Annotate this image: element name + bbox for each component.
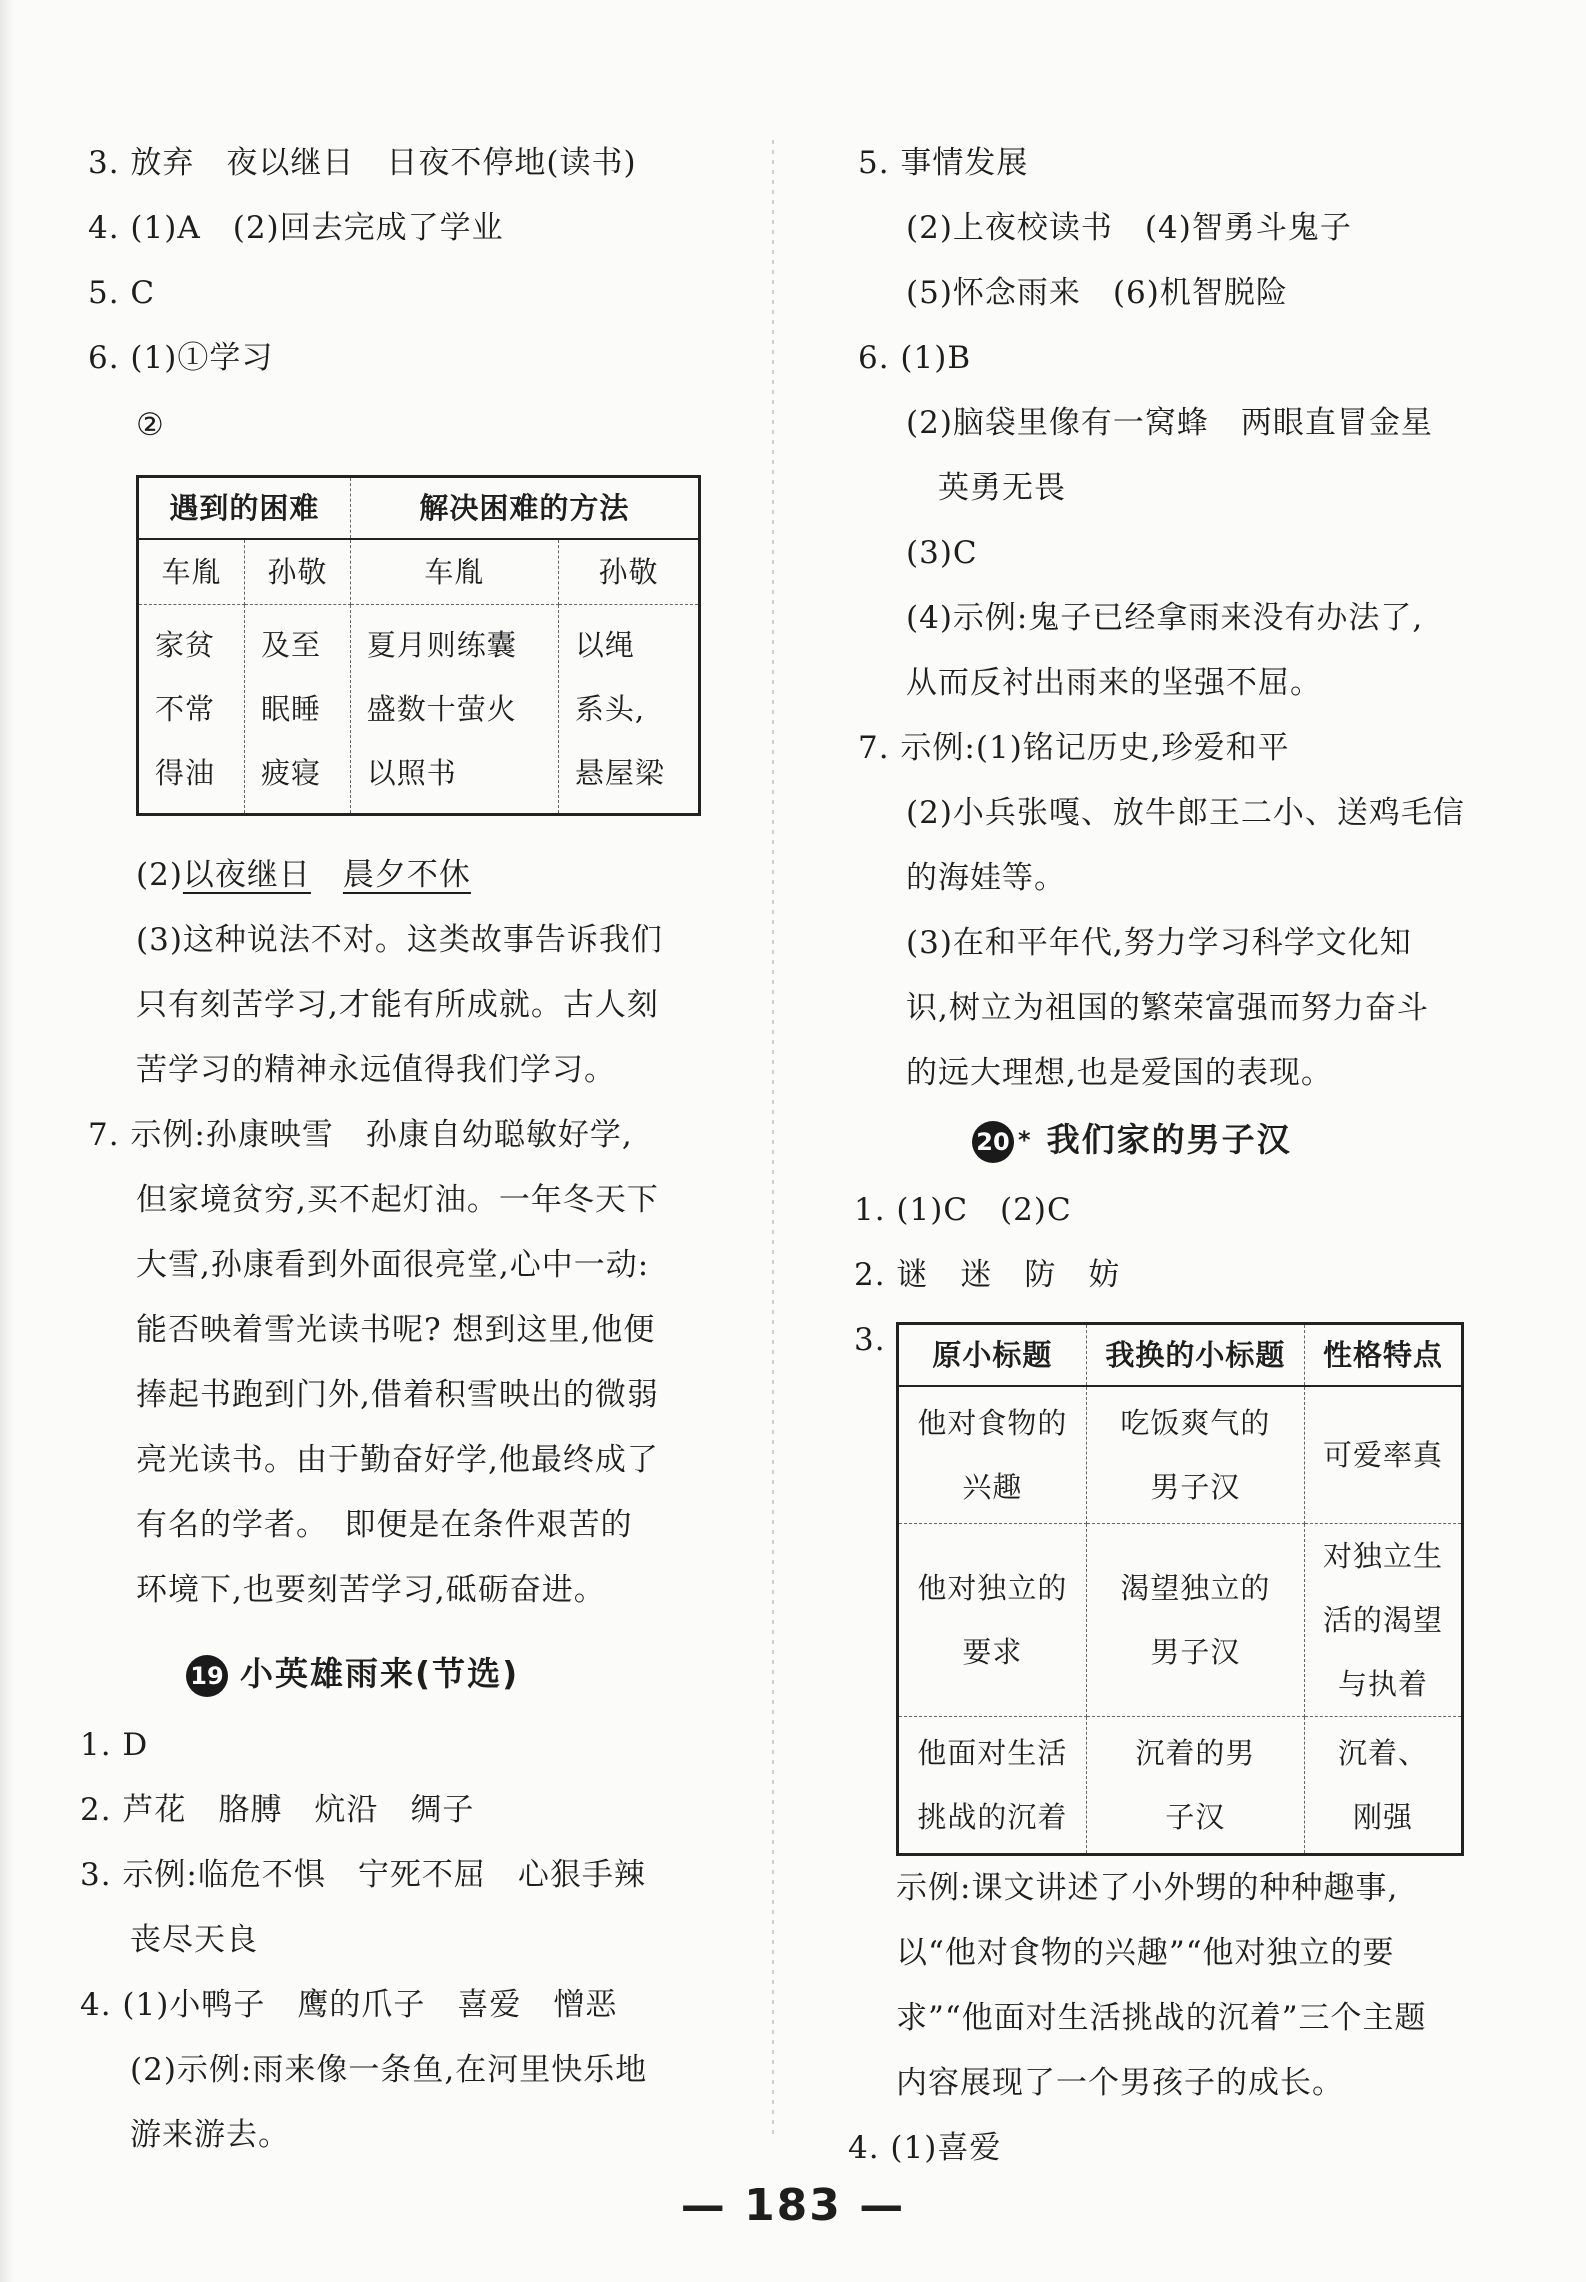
table-cell: 沉着、 刚强: [1305, 1717, 1463, 1855]
answer-line: 2. 芦花 胳膊 炕沿 绸子: [80, 1792, 475, 1828]
answer-line: (2)小兵张嘎、放牛郎王二小、送鸡毛信: [906, 795, 1465, 831]
answer-line: 的海娃等。: [906, 860, 1066, 896]
answer-line: 能否映着雪光读书呢? 想到这里,他便: [136, 1312, 656, 1348]
answer-line: 3. 示例:临危不惧 宁死不屈 心狠手辣: [80, 1857, 646, 1893]
answer-line: 2. 谜 迷 防 妨: [854, 1257, 1121, 1293]
table-cell: 沉着的男 子汉: [1086, 1717, 1304, 1855]
table-subheader: 车胤: [350, 539, 558, 605]
table-cell: 吃饭爽气的 男子汉: [1086, 1386, 1304, 1524]
answer-line: 6. (1)B: [858, 340, 972, 376]
table-header: 我换的小标题: [1086, 1324, 1304, 1387]
table-cell: 他对食物的 兴趣: [898, 1386, 1087, 1524]
answer-line: (3)在和平年代,努力学习科学文化知: [906, 925, 1412, 961]
page-number: — 183 —: [680, 2180, 906, 2231]
table-subheader: 孙敬: [244, 539, 350, 605]
answer-line: (3)C: [906, 535, 978, 571]
lesson-number-badge: 19: [186, 1655, 228, 1697]
table-cell: 渴望独立的 男子汉: [1086, 1524, 1304, 1717]
section-heading-19: [186, 1652, 519, 1697]
table-cell: 家贫 不常 得油: [138, 605, 245, 815]
lesson-number-badge: 20: [972, 1121, 1014, 1163]
answer-line: (2)脑袋里像有一窝蜂 两眼直冒金星: [906, 405, 1433, 441]
answer-line: 捧起书跑到门外,借着积雪映出的微弱: [136, 1377, 659, 1413]
answer-prefix: (2): [136, 857, 183, 893]
answer-line: 以“他对食物的兴趣”“他对独立的要: [896, 1935, 1395, 1971]
answer-line: 4. (1)A (2)回去完成了学业: [88, 210, 504, 246]
table-subheader: 车胤: [138, 539, 245, 605]
answer-line: 3. 放弃 夜以继日 日夜不停地(读书): [88, 145, 637, 181]
answer-line: 丧尽天良: [130, 1922, 258, 1958]
difficulty-table: [136, 475, 701, 816]
underlined-answer: 晨夕不休: [342, 857, 471, 893]
table-cell: 可爱率真: [1305, 1386, 1463, 1524]
table-cell: 对独立生 活的渴望 与执着: [1305, 1524, 1463, 1717]
answer-line: 环境下,也要刻苦学习,砥砺奋进。: [136, 1572, 606, 1608]
answer-line: (4)示例:鬼子已经拿雨来没有办法了,: [906, 600, 1424, 636]
underlined-answer: 以夜继日: [182, 857, 311, 893]
answer-line: 内容展现了一个男孩子的成长。: [896, 2065, 1344, 2101]
answer-line: 示例:课文讲述了小外甥的种种趣事,: [896, 1870, 1399, 1906]
answer-line: (5)怀念雨来 (6)机智脱险: [906, 275, 1288, 311]
answer-line: 英勇无畏: [938, 470, 1066, 506]
answer-line: 3.: [854, 1322, 886, 1358]
answer-line: 1. (1)C (2)C: [854, 1192, 1072, 1228]
table-cell: 及至 眠睡 疲寝: [244, 605, 350, 815]
table-cell: 他面对生活 挑战的沉着: [898, 1717, 1087, 1855]
answer-line: 7. 示例:(1)铭记历史,珍爱和平: [858, 730, 1290, 766]
answer-line: 1. D: [80, 1727, 149, 1763]
character-table: [896, 1322, 1464, 1856]
answer-line: 从而反衬出雨来的坚强不屈。: [906, 665, 1322, 701]
answer-line: 识,树立为祖国的繁荣富强而努力奋斗: [906, 990, 1429, 1026]
section-heading-20: [972, 1118, 1292, 1163]
answer-line: 亮光读书。由于勤奋好学,他最终成了: [136, 1442, 659, 1478]
answer-line: 游来游去。: [130, 2117, 290, 2153]
answer-line: 苦学习的精神永远值得我们学习。: [136, 1052, 616, 1088]
page-edge-shadow: [0, 0, 14, 2282]
lesson-title: 我们家的男子汉: [1046, 1120, 1292, 1159]
answer-line: 大雪,孙康看到外面很亮堂,心中一动:: [136, 1247, 650, 1283]
table-cell: 以绳 系头, 悬屋梁: [558, 605, 699, 815]
answer-line: [136, 855, 471, 895]
answer-line: 只有刻苦学习,才能有所成就。古人刻: [136, 987, 659, 1023]
table-cell: 夏月则练囊 盛数十萤火 以照书: [350, 605, 558, 815]
answer-line: 的远大理想,也是爱国的表现。: [906, 1055, 1333, 1091]
table-cell: 他对独立的 要求: [898, 1524, 1087, 1717]
answer-line: 有名的学者。 即便是在条件艰苦的: [136, 1507, 633, 1543]
answer-line: (2)示例:雨来像一条鱼,在河里快乐地: [130, 2052, 648, 2088]
answer-line: (3)这种说法不对。这类故事告诉我们: [136, 922, 663, 958]
table-subheader: 孙敬: [558, 539, 699, 605]
answer-line: ②: [136, 407, 165, 443]
lesson-title: 小英雄雨来(节选): [240, 1654, 520, 1693]
answer-line: 4. (1)小鸭子 鹰的爪子 喜爱 憎恶: [80, 1987, 618, 2023]
optional-lesson-star: *: [1018, 1126, 1033, 1154]
answer-line: 6. (1)①学习: [88, 340, 274, 376]
table-header: 解决困难的方法: [350, 477, 699, 540]
table-header: 遇到的困难: [138, 477, 351, 540]
answer-line: 7. 示例:孙康映雪 孙康自幼聪敏好学,: [88, 1117, 633, 1153]
column-divider: [772, 140, 774, 2140]
table-header: 性格特点: [1305, 1324, 1463, 1387]
answer-line: (2)上夜校读书 (4)智勇斗鬼子: [906, 210, 1352, 246]
answer-line: 4. (1)喜爱: [848, 2130, 1002, 2166]
answer-line: 5. C: [88, 275, 156, 311]
answer-line: 求”“他面对生活挑战的沉着”三个主题: [896, 2000, 1427, 2036]
table-header: 原小标题: [898, 1324, 1087, 1387]
answer-line: 5. 事情发展: [858, 145, 1029, 181]
answer-line: 但家境贫穷,买不起灯油。一年冬天下: [136, 1182, 659, 1218]
